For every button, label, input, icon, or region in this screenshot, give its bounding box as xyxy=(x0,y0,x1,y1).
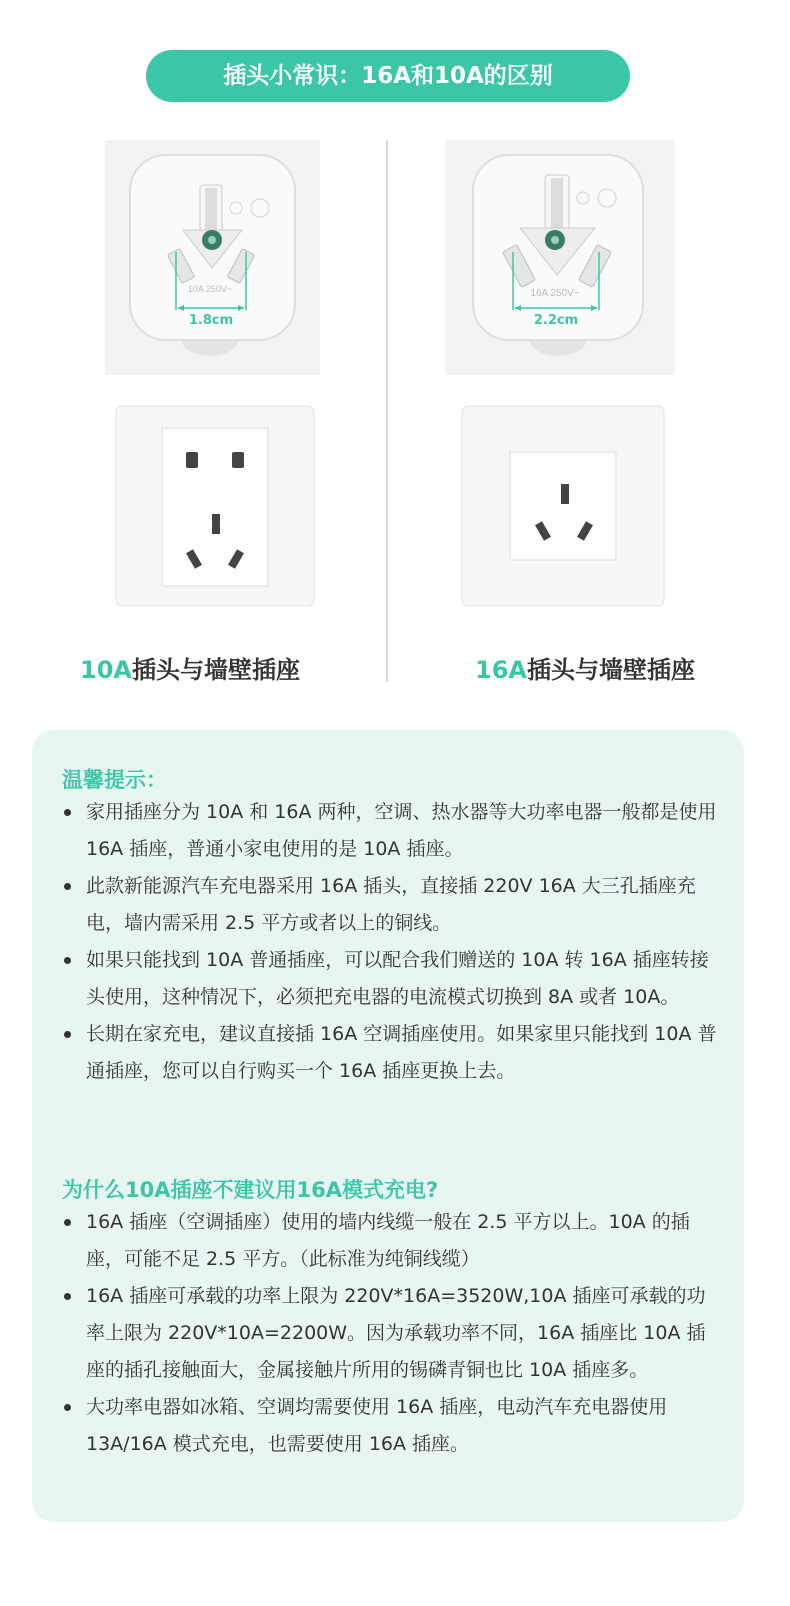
bullet-icon xyxy=(64,1031,71,1038)
why-text: 16A 插座可承载的功率上限为 220V*16A=3520W,10A 插座可承载的功率上限为 220V*10A=2200W。因为承载功率不同，16A 插座比 10A 插座的插孔接触面大，金属接触片所用的锡磷青铜也比 10A 插座多。 xyxy=(86,1285,706,1381)
plug-10a-rating: 10A 250V~ xyxy=(187,284,233,294)
tips-panel xyxy=(32,730,744,1522)
bullet-icon xyxy=(64,883,71,890)
caption-10a-accent: 10A xyxy=(80,656,132,684)
list-item xyxy=(60,1278,720,1389)
list-item xyxy=(60,1389,720,1463)
plug-16a-image xyxy=(395,140,775,380)
comparison-16a xyxy=(395,140,775,690)
tip-text: 长期在家充电，建议直接插 16A 空调插座使用。如果家里只能找到 10A 普通插座，您可以自行购买一个 16A 插座更换上去。 xyxy=(86,1023,717,1082)
list-item xyxy=(60,868,720,942)
page-title: 插头小常识：16A和10A的区别 xyxy=(146,50,630,102)
socket-10a-image xyxy=(0,402,380,612)
why-title: 为什么10A插座不建议用16A模式充电? xyxy=(62,1178,439,1202)
list-item xyxy=(60,1016,720,1090)
list-item xyxy=(60,794,720,868)
list-item xyxy=(60,942,720,1016)
tips-list xyxy=(60,794,720,1090)
column-divider xyxy=(386,140,388,682)
tip-text: 家用插座分为 10A 和 16A 两种，空调、热水器等大功率电器一般都是使用 16A 插座，普通小家电使用的是 10A 插座。 xyxy=(86,801,717,860)
bullet-icon xyxy=(64,1404,71,1411)
tip-text: 此款新能源汽车充电器采用 16A 插头，直接插 220V 16A 大三孔插座充电，墙内需采用 2.5 平方或者以上的铜线。 xyxy=(86,875,696,934)
why-text: 大功率电器如冰箱、空调均需要使用 16A 插座，电动汽车充电器使用 13A/16A 模式充电，也需要使用 16A 插座。 xyxy=(86,1396,668,1455)
list-item xyxy=(60,1204,720,1278)
why-text: 16A 插座（空调插座）使用的墙内线缆一般在 2.5 平方以上。10A 的插座，可能不足 2.5 平方。（此标准为纯铜线缆） xyxy=(86,1211,690,1270)
bullet-icon xyxy=(64,957,71,964)
socket-16a-image xyxy=(395,402,775,612)
caption-16a-accent: 16A xyxy=(475,656,527,684)
why-list xyxy=(60,1204,720,1463)
caption-10a-text: 插头与墙壁插座 xyxy=(131,656,300,684)
bullet-icon xyxy=(64,1293,71,1300)
plug-16a-width: 2.2cm xyxy=(533,313,579,328)
plug-16a-rating: 16A 250V~ xyxy=(530,288,580,299)
tips-title: 温馨提示： xyxy=(62,768,167,792)
tip-text: 如果只能找到 10A 普通插座，可以配合我们赠送的 10A 转 16A 插座转接头使用，这种情况下，必须把充电器的电流模式切换到 8A 或者 10A。 xyxy=(86,949,709,1008)
caption-16a xyxy=(395,650,775,685)
bullet-icon xyxy=(64,809,71,816)
caption-16a-text: 插头与墙壁插座 xyxy=(526,656,695,684)
bullet-icon xyxy=(64,1219,71,1226)
caption-10a xyxy=(0,650,380,685)
plug-10a-image xyxy=(0,140,380,380)
comparison-10a xyxy=(0,140,380,690)
plug-10a-width: 1.8cm xyxy=(188,313,234,328)
